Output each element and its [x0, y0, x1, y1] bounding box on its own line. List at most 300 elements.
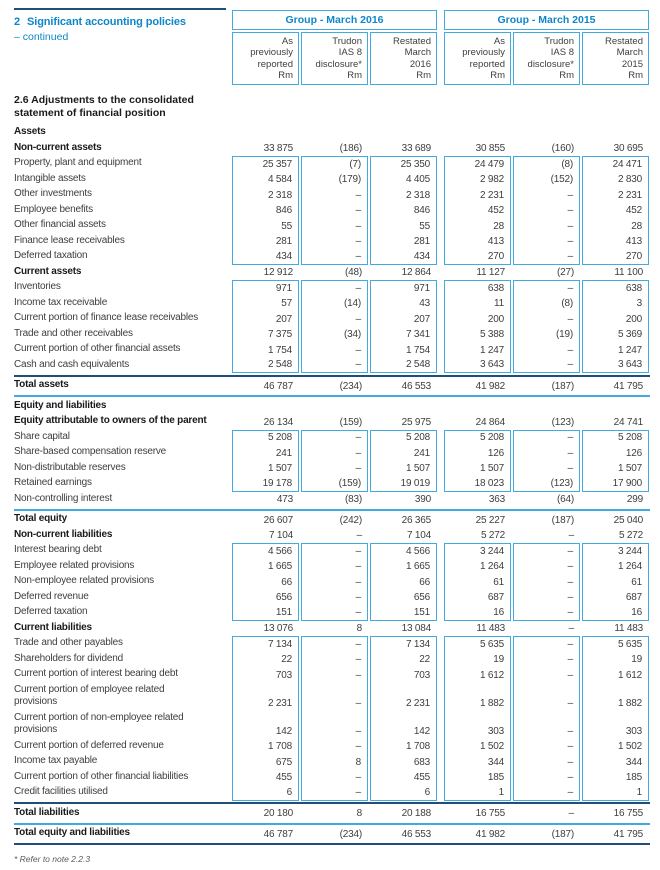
cell-value: 11 483 [614, 623, 643, 635]
cell-value: – [301, 187, 368, 203]
cell-value: 1 665 [370, 559, 437, 575]
cell-value: 1 708 [232, 739, 299, 755]
cell-value: – [513, 461, 580, 477]
cell-value: 4 405 [370, 172, 437, 188]
cell-value: 656 [370, 590, 437, 606]
table-row [14, 806, 650, 822]
group-title: Group - March 2016 [232, 10, 437, 30]
row-label: Employee benefits [14, 203, 93, 215]
table-row [14, 512, 650, 528]
section-rule-blue [14, 823, 650, 825]
table-row [14, 218, 650, 234]
cell-value: 1 507 [370, 461, 437, 477]
section-title [14, 94, 650, 120]
cell-value: (187) [551, 514, 574, 526]
row-label: Trade and other payables [14, 637, 123, 649]
cell-value: 1 665 [232, 559, 299, 575]
row-label: Total liabilities [14, 806, 80, 818]
cell-value: (123) [551, 416, 574, 428]
row-label: Equity and liabilities [14, 399, 107, 411]
row-label: Assets [14, 126, 46, 138]
cell-value: 4 566 [370, 543, 437, 559]
cell-value: 455 [370, 770, 437, 786]
cell-value: 126 [582, 445, 649, 461]
table-row [14, 492, 650, 508]
row-label: Non-employee related provisions [14, 575, 154, 587]
row-label: Current portion of non-employee related provisions [14, 711, 184, 736]
cell-value: 57 [232, 296, 299, 312]
row-label: Trade and other receivables [14, 327, 133, 339]
cell-value: 30 855 [475, 143, 505, 155]
section-rule-dark [14, 375, 650, 377]
cell-value [513, 399, 580, 415]
cell-value: 703 [370, 667, 437, 683]
cell-value: 7 341 [370, 327, 437, 343]
cell-value: 1 882 [582, 683, 649, 711]
table-row [14, 342, 650, 358]
table-row [14, 826, 650, 842]
table-row [14, 445, 650, 461]
cell-value: 1 612 [582, 667, 649, 683]
table-row [14, 785, 650, 801]
cell-value: 22 [232, 652, 299, 668]
cell-value: – [301, 203, 368, 219]
row-label: Credit facilities utilised [14, 786, 108, 798]
table-row [14, 203, 650, 219]
footnote: * Refer to note 2.2.3 [14, 854, 91, 865]
cell-value: – [513, 203, 580, 219]
group-march-2016 [232, 10, 437, 85]
row-label: Non-current assets [14, 141, 102, 153]
cell-value: 24 741 [613, 416, 643, 428]
heading-rule [14, 8, 226, 10]
cell-value: 33 875 [263, 143, 293, 155]
cell-value: 19 [444, 652, 511, 668]
cell-value: 2 830 [582, 172, 649, 188]
column-unit: Rm [347, 70, 362, 82]
cell-value: 1 502 [444, 739, 511, 755]
row-label: Deferred taxation [14, 250, 88, 262]
table-row [14, 683, 650, 711]
table-row [14, 739, 650, 755]
cell-value: – [301, 667, 368, 683]
row-label: Retained earnings [14, 477, 92, 489]
row-label: Employee related provisions [14, 559, 135, 571]
cell-value: – [513, 543, 580, 559]
cell-value: 7 134 [232, 636, 299, 652]
cell-value: (159) [339, 416, 362, 428]
cell-value: – [301, 605, 368, 621]
cell-value: – [513, 342, 580, 358]
row-label: Income tax receivable [14, 296, 108, 308]
table-row [14, 430, 650, 446]
table-row [14, 327, 650, 343]
column-header: Trudon IAS 8 disclosure* Rm [513, 32, 580, 85]
column-header: Restated March 2015 Rm [582, 32, 649, 85]
cell-value: – [301, 574, 368, 590]
cell-value: – [513, 739, 580, 755]
cell-value: 413 [444, 234, 511, 250]
cell-value: 1 247 [582, 342, 649, 358]
note-subtitle: – continued [14, 31, 69, 43]
cell-value: – [356, 530, 362, 542]
row-label: Non-distributable reserves [14, 461, 126, 473]
cell-value: – [301, 636, 368, 652]
cell-value: 687 [582, 590, 649, 606]
cell-value: 142 [232, 711, 299, 739]
cell-value: 20 188 [401, 808, 431, 820]
cell-value: – [301, 430, 368, 446]
cell-value: 1 507 [582, 461, 649, 477]
cell-value: 25 227 [475, 514, 505, 526]
table-body-wrap [14, 94, 650, 845]
row-label: Deferred taxation [14, 606, 88, 618]
cell-value: 1 754 [370, 342, 437, 358]
cell-value: – [301, 543, 368, 559]
row-label: Current liabilities [14, 621, 92, 633]
cell-value: 18 023 [444, 476, 511, 492]
column-unit: Rm [628, 70, 643, 82]
cell-value: – [301, 590, 368, 606]
cell-value: 41 982 [475, 380, 505, 392]
cell-value: 151 [232, 605, 299, 621]
table-row [14, 574, 650, 590]
row-label: Equity attributable to owners of the parent [14, 415, 207, 427]
row-label: Deferred revenue [14, 590, 89, 602]
cell-value: 846 [232, 203, 299, 219]
section-rule-dark [14, 802, 650, 804]
table-row [14, 234, 650, 250]
table-header [14, 8, 650, 85]
cell-value: 41 795 [613, 380, 643, 392]
cell-value: 30 695 [613, 143, 643, 155]
table-row [14, 667, 650, 683]
cell-value: 5 208 [444, 430, 511, 446]
table-row [14, 414, 650, 430]
cell-value: 3 244 [444, 543, 511, 559]
cell-value: 5 208 [232, 430, 299, 446]
cell-value: 28 [444, 218, 511, 234]
cell-value: 5 272 [618, 530, 643, 542]
cell-value [232, 399, 299, 415]
cell-value: 41 982 [475, 828, 505, 840]
cell-value: 24 479 [444, 156, 511, 172]
cell-value: 3 643 [582, 358, 649, 374]
cell-value [301, 125, 368, 141]
cell-value: – [513, 683, 580, 711]
cell-value: 8 [356, 808, 362, 820]
cell-value: – [513, 590, 580, 606]
cell-value [232, 125, 299, 141]
row-label: Shareholders for dividend [14, 652, 123, 664]
cell-value: 703 [232, 667, 299, 683]
cell-value: 22 [370, 652, 437, 668]
cell-value: 1 507 [232, 461, 299, 477]
cell-value: 971 [232, 280, 299, 296]
cell-value: 303 [582, 711, 649, 739]
group-columns [232, 32, 437, 85]
cell-value: (234) [339, 828, 362, 840]
row-label: Share-based compensation reserve [14, 446, 167, 458]
table-row [14, 156, 650, 172]
cell-value: (34) [301, 327, 368, 343]
table-row [14, 399, 650, 415]
cell-value: 11 100 [614, 267, 643, 279]
cell-value: 11 483 [476, 623, 505, 635]
table-row [14, 280, 650, 296]
cell-value: 2 318 [232, 187, 299, 203]
table-row [14, 605, 650, 621]
cell-value: 61 [444, 574, 511, 590]
cell-value: 55 [232, 218, 299, 234]
cell-value: 19 [582, 652, 649, 668]
cell-value: 207 [370, 311, 437, 327]
table-row [14, 636, 650, 652]
cell-value: 26 607 [263, 514, 293, 526]
cell-value: 241 [370, 445, 437, 461]
cell-value: 2 548 [370, 358, 437, 374]
cell-value: 25 357 [232, 156, 299, 172]
cell-value: 13 076 [263, 623, 293, 635]
cell-value: 4 584 [232, 172, 299, 188]
table-row [14, 311, 650, 327]
cell-value: 25 975 [401, 416, 431, 428]
section-rule-blue [14, 395, 650, 397]
cell-value: 6 [232, 785, 299, 801]
cell-value: 1 502 [582, 739, 649, 755]
cell-value: 46 787 [263, 828, 293, 840]
table-row [14, 172, 650, 188]
cell-value: 5 635 [444, 636, 511, 652]
cell-value: 5 369 [582, 327, 649, 343]
row-label: Non-controlling interest [14, 492, 113, 504]
cell-value: 25 040 [613, 514, 643, 526]
cell-value: (123) [513, 476, 580, 492]
cell-value: – [301, 311, 368, 327]
cell-value: – [301, 445, 368, 461]
cell-value: 200 [582, 311, 649, 327]
row-label: Other investments [14, 188, 92, 200]
cell-value: 344 [582, 754, 649, 770]
note-heading-block [14, 8, 232, 85]
cell-value: 299 [626, 494, 643, 506]
cell-value: (48) [345, 267, 362, 279]
cell-value: 473 [276, 494, 293, 506]
row-label: Property, plant and equipment [14, 157, 142, 169]
cell-value: – [301, 785, 368, 801]
cell-value: 24 471 [582, 156, 649, 172]
cell-value: 20 180 [263, 808, 293, 820]
cell-value: 452 [444, 203, 511, 219]
cell-value: 2 231 [232, 683, 299, 711]
cell-value: 683 [370, 754, 437, 770]
group-march-2015 [444, 10, 649, 85]
cell-value: 5 272 [480, 530, 505, 542]
cell-value: 2 982 [444, 172, 511, 188]
cell-value: 1 264 [582, 559, 649, 575]
cell-value: – [513, 636, 580, 652]
cell-value: 151 [370, 605, 437, 621]
cell-value: (179) [301, 172, 368, 188]
cell-value: 7 134 [370, 636, 437, 652]
row-label: Non-current liabilities [14, 528, 113, 540]
cell-value [582, 399, 649, 415]
table-row [14, 652, 650, 668]
cell-value: (159) [301, 476, 368, 492]
row-label: Current portion of deferred revenue [14, 739, 164, 751]
column-unit: Rm [559, 70, 574, 82]
cell-value: 2 231 [444, 187, 511, 203]
cell-value: (152) [513, 172, 580, 188]
cell-value: 303 [444, 711, 511, 739]
cell-value: 363 [488, 494, 505, 506]
cell-value: 1 [444, 785, 511, 801]
cell-value: – [513, 770, 580, 786]
column-unit: Rm [416, 70, 431, 82]
row-label: Cash and cash equivalents [14, 358, 130, 370]
cell-value: 126 [444, 445, 511, 461]
cell-value [444, 125, 511, 141]
cell-value: 434 [370, 249, 437, 265]
cell-value: 25 350 [370, 156, 437, 172]
cell-value: 7 104 [406, 530, 431, 542]
cell-value: – [513, 667, 580, 683]
table-row [14, 141, 650, 157]
table-row [14, 358, 650, 374]
row-label: Total equity and liabilities [14, 827, 130, 839]
row-label: Current portion of other financial liabilities [14, 770, 189, 782]
cell-value: 61 [582, 574, 649, 590]
cell-value: 1 882 [444, 683, 511, 711]
section-title-line1: 2.6 Adjustments to the consolidated [14, 94, 194, 106]
cell-value: 656 [232, 590, 299, 606]
cell-value: (186) [339, 143, 362, 155]
cell-value: 16 [582, 605, 649, 621]
cell-value: (8) [513, 296, 580, 312]
cell-value: – [301, 234, 368, 250]
table-row [14, 770, 650, 786]
cell-value: 26 365 [401, 514, 431, 526]
cell-value: 16 755 [613, 808, 643, 820]
row-label: Finance lease receivables [14, 234, 125, 246]
cell-value: 19 178 [232, 476, 299, 492]
page-title [14, 16, 232, 28]
cell-value: – [513, 652, 580, 668]
cell-value: 26 134 [263, 416, 293, 428]
cell-value: 1 247 [444, 342, 511, 358]
table-row [14, 590, 650, 606]
cell-value: 66 [232, 574, 299, 590]
cell-value: – [513, 311, 580, 327]
cell-value: 2 548 [232, 358, 299, 374]
cell-value: – [301, 461, 368, 477]
cell-value: 46 553 [401, 828, 431, 840]
cell-value: 281 [232, 234, 299, 250]
cell-value: – [301, 559, 368, 575]
row-label: Total assets [14, 379, 69, 391]
column-header: Trudon IAS 8 disclosure* Rm [301, 32, 368, 85]
row-label: Current portion of other financial assets [14, 343, 181, 355]
cell-value: 46 553 [401, 380, 431, 392]
cell-value: 41 795 [613, 828, 643, 840]
cell-value: – [513, 234, 580, 250]
cell-value: 1 754 [232, 342, 299, 358]
table-row [14, 476, 650, 492]
cell-value: (83) [345, 494, 362, 506]
cell-value: (8) [513, 156, 580, 172]
cell-value: 3 244 [582, 543, 649, 559]
cell-value: 43 [370, 296, 437, 312]
cell-value: 434 [232, 249, 299, 265]
cell-value: (19) [513, 327, 580, 343]
cell-value: 2 318 [370, 187, 437, 203]
cell-value [370, 125, 437, 141]
cell-value: (234) [339, 380, 362, 392]
cell-value: 185 [444, 770, 511, 786]
cell-value: 1 264 [444, 559, 511, 575]
cell-value: 7 375 [232, 327, 299, 343]
column-unit: Rm [490, 70, 505, 82]
section-title-line2: statement of financial position [14, 107, 166, 120]
cell-value: 1 507 [444, 461, 511, 477]
note-title: Significant accounting policies [27, 16, 186, 28]
cell-value: 687 [444, 590, 511, 606]
cell-value: – [513, 218, 580, 234]
cell-value: 971 [370, 280, 437, 296]
row-label: Other financial assets [14, 219, 106, 231]
cell-value [301, 399, 368, 415]
cell-value: 270 [582, 249, 649, 265]
row-label: Intangible assets [14, 172, 86, 184]
column-header: As previously reported Rm [444, 32, 511, 85]
cell-value: – [301, 358, 368, 374]
table-row [14, 249, 650, 265]
cell-value: – [301, 280, 368, 296]
cell-value: 281 [370, 234, 437, 250]
cell-value: 638 [444, 280, 511, 296]
cell-value: – [513, 187, 580, 203]
table-row [14, 621, 650, 637]
cell-value: 638 [582, 280, 649, 296]
cell-value: – [301, 683, 368, 711]
cell-value: 16 755 [475, 808, 505, 820]
cell-value: 200 [444, 311, 511, 327]
section-rule-dark [14, 843, 650, 845]
cell-value: 7 104 [268, 530, 293, 542]
cell-value: (160) [551, 143, 574, 155]
table-row [14, 378, 650, 394]
cell-value: (27) [557, 267, 574, 279]
cell-value: 16 [444, 605, 511, 621]
cell-value: 207 [232, 311, 299, 327]
group-columns [444, 32, 649, 85]
cell-value: 2 231 [582, 187, 649, 203]
row-label: Current portion of finance lease receivables [14, 312, 199, 324]
cell-value: 46 787 [263, 380, 293, 392]
cell-value: (64) [557, 494, 574, 506]
cell-value: 5 635 [582, 636, 649, 652]
table-row [14, 187, 650, 203]
cell-value: – [513, 605, 580, 621]
cell-value: 2 231 [370, 683, 437, 711]
cell-value: 455 [232, 770, 299, 786]
table-row [14, 461, 650, 477]
cell-value: 33 689 [401, 143, 431, 155]
cell-value: 270 [444, 249, 511, 265]
cell-value [444, 399, 511, 415]
cell-value: – [301, 739, 368, 755]
cell-value: 8 [356, 623, 362, 635]
